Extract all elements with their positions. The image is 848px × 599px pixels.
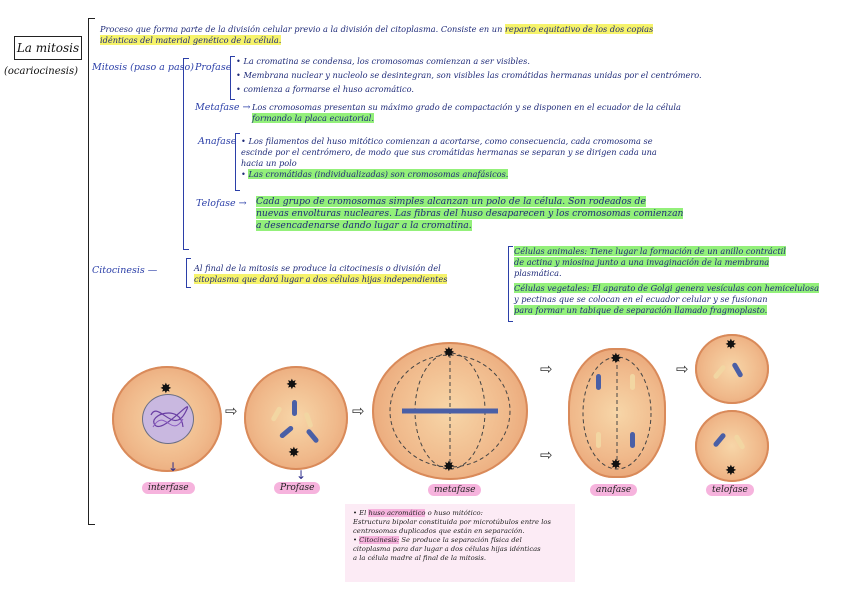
arrow-right-icon: ⇨ [225, 402, 238, 420]
chromosome [733, 434, 745, 450]
stage-label-interfase: interfase [142, 482, 195, 494]
down-arrow-icon: ↓ [168, 460, 179, 474]
chromosome [731, 362, 743, 378]
intro-highlight-1: reparto equitativo de los dos copias [504, 24, 654, 34]
chromosome [712, 432, 726, 447]
centrosome-icon: ✸ [288, 445, 300, 461]
chromosome [630, 374, 635, 390]
stage-label-metafase: metafase [428, 484, 481, 496]
cell-interfase [112, 366, 222, 472]
profase-bracket [230, 56, 235, 100]
chromosome [292, 400, 297, 416]
centrosome-icon: ✸ [160, 381, 172, 397]
citocinesis-animal: Células animales: Tiene lugar la formación de un anillo contráctil de actina y miosina junto a una invaginación de la membrana plasmática. [514, 246, 786, 278]
cell-metafase [372, 342, 528, 480]
centrosome-icon: ✸ [443, 459, 455, 475]
telofase-text: Cada grupo de cromosomas simples alcanzan un polo de la célula. Son rodeados de nuevas envolturas nucleares. Las fibras del huso desaparecen y los cromosomas comienzan a desencadenarse dando lugar a la cromatina. [256, 196, 684, 231]
cell-profase [244, 366, 348, 470]
profase-item-2: • Membrana nuclear y nucleolo se desintegran, son visibles las cromátidas hermanas unidas por el centrómero. [236, 70, 702, 80]
cell-anafase [568, 348, 666, 478]
metafase-label: Metafase → [195, 102, 251, 113]
centrosome-icon: ✸ [610, 457, 622, 473]
stage-label-telofase: telofase [706, 484, 754, 496]
centrosome-icon: ✸ [286, 377, 298, 393]
chromosome [630, 432, 635, 448]
centrosome-icon: ✸ [725, 337, 737, 353]
citocinesis-bracket [186, 258, 191, 288]
arrow-right-icon: ⇨ [352, 402, 365, 420]
profase-label: Profase [195, 62, 232, 73]
citocinesis-vegetal: Células vegetales: El aparato de Golgi genera vesículas con hemicelulosa y pectinas que se colocan en el ecuador celular y se fusionan para formar un tabique de separación llamado fragmoplasto. [514, 283, 820, 315]
intro-part1: Proceso que forma parte de la división celular previo a la división del citoplasma. Consiste en un [100, 24, 503, 34]
citocinesis-sub-bracket [508, 246, 513, 322]
mitosis-bracket [183, 58, 189, 250]
intro-highlight-2: idénticas del material genético de la célula. [100, 35, 282, 45]
intro-text [100, 24, 820, 46]
chromosome [303, 412, 313, 429]
cell-telofase-top [695, 334, 769, 404]
anafase-label: Anafase [198, 136, 237, 147]
cell-telofase-bottom [695, 410, 769, 482]
arrow-right-icon: ⇨ [540, 446, 553, 464]
note-text: • El huso acromático o huso mitótico: Estructura bipolar constituida por microtúbulos entre los centrosomas duplicados que están en separación. • Citocinesis: Se produce la separación física del citoplasma para dar lugar a dos células hijas idénticas a la célula madre al final de la mitosis. [353, 509, 551, 562]
citocinesis-label: Citocinesis — [92, 265, 158, 276]
mitosis-label: Mitosis (paso a paso) [92, 62, 194, 73]
chromosome [270, 406, 282, 422]
telofase-label: Telofase → [196, 198, 247, 209]
profase-item-1: • La cromatina se condensa, los cromosomas comienzan a ser visibles. [236, 56, 530, 66]
chromosome [712, 364, 726, 379]
stage-label-anafase: anafase [590, 484, 637, 496]
chromosome [279, 425, 294, 439]
chromatin-icon [143, 395, 193, 443]
page-subtitle: (ocariocinesis) [4, 66, 79, 77]
metafase-text: Los cromosomas presentan su máximo grado de compactación y se disponen en el ecuador de la célula formando la placa ecuatorial. [252, 102, 681, 123]
chromosome [596, 374, 601, 390]
page-title: La mitosis [14, 36, 82, 60]
arrow-right-icon: ⇨ [540, 360, 553, 378]
chromosome [596, 432, 601, 448]
anafase-text: • Los filamentos del huso mitótico comienzan a acortarse, como consecuencia, cada cromosoma se escinde por el centrómero, de modo que sus cromátidas hermanas se separan y se dirigen cada una hacia un polo • Las cromátidas (individualizadas) son cromosomas anafásicos. [241, 136, 657, 179]
profase-item-3: • comienza a formarse el huso acromático. [236, 84, 414, 94]
centrosome-icon: ✸ [725, 463, 737, 479]
chromosome [305, 428, 319, 443]
stage-label-profase: Profase [274, 482, 320, 494]
citocinesis-text: Al final de la mitosis se produce la citocinesis o división del citoplasma que dará lugar a dos células hijas independientes [194, 263, 448, 284]
centrosome-icon: ✸ [443, 345, 455, 361]
anafase-bracket [235, 133, 240, 191]
note-box [345, 504, 575, 582]
arrow-right-icon: ⇨ [676, 360, 689, 378]
nucleus [142, 394, 194, 444]
down-arrow-icon: ↓ [296, 468, 307, 482]
centrosome-icon: ✸ [610, 351, 622, 367]
